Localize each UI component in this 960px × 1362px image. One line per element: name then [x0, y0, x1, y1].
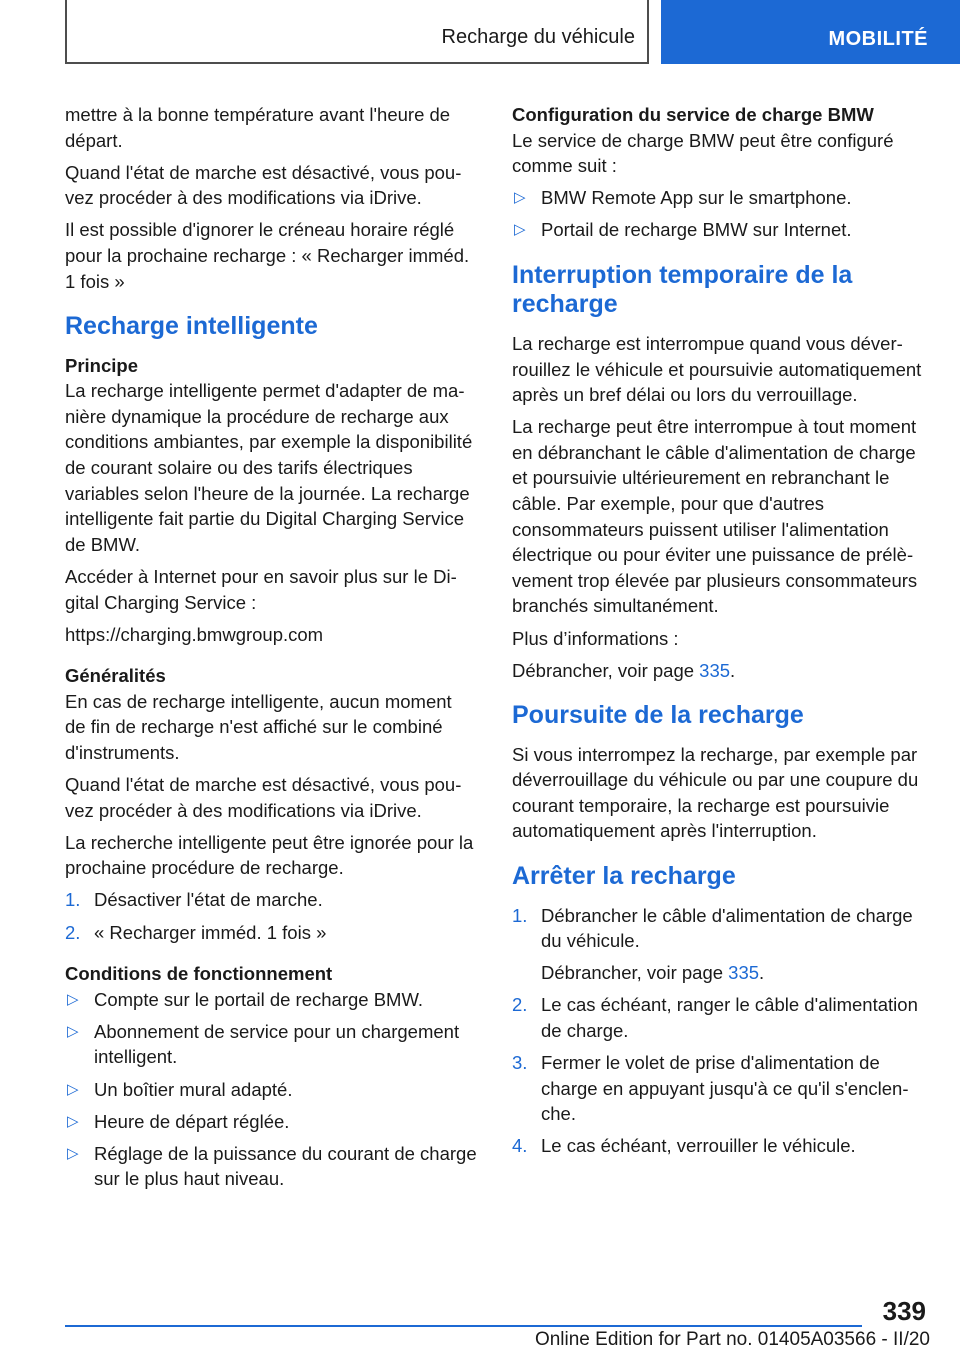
list-item [65, 987, 477, 1013]
step-text: Débrancher le câble d'alimentation de charge du véhicule. [541, 904, 913, 952]
punctuation: . [759, 962, 765, 984]
triangle-bullet-icon: ▷ [514, 221, 526, 239]
paragraph: Plus d’informations : [512, 627, 679, 649]
paragraph: Il est possible d'ignorer le créneau horaire réglé pour la prochaine recharge : « Recharger imméd. 1 fois » [65, 219, 470, 292]
step-number: 1. [65, 889, 81, 911]
numbered-list [512, 992, 928, 1159]
paragraph: mettre à la bonne température avant l'heure de départ. [65, 104, 451, 151]
triangle-bullet-icon: ▷ [67, 1144, 79, 1162]
paragraph: La recharge est interrompue quand vous déverrouillez le véhicule et poursuivie automatiquement après un bref délai ou lors du verrouillage. [512, 332, 922, 406]
numbered-list [512, 903, 928, 954]
paragraph: La recharge intelligente permet d'adapter de manière dynamique la procédure de recharge aux conditions ambiantes, par exemple la disponibilité de courant solaire ou des tarifs électriques variables selon l'heure de la journée. La recharge intelligente fait partie du Digital Charging Service de BMW. [65, 380, 473, 555]
page-link[interactable]: 335 [728, 962, 760, 984]
cross-reference-text: Débrancher, voir page [512, 659, 700, 681]
right-column [512, 102, 928, 1165]
paragraph: Quand l'état de marche est désactivé, vous pouvez procéder à des modifications via iDrive. [65, 774, 462, 821]
step-text: « Recharger imméd. 1 fois » [94, 921, 327, 943]
step-number: 2. [512, 994, 528, 1016]
header-rule-mid [647, 0, 649, 64]
triangle-bullet-icon: ▷ [67, 990, 79, 1008]
list-item [65, 1109, 477, 1135]
list-item-text: Abonnement de service pour un chargement intelligent. [94, 1020, 460, 1068]
page-number: 339 [882, 1296, 926, 1326]
edition-text: Online Edition for Part no. 01405A03566 - II/20 [534, 1329, 930, 1350]
list-item-text: Un boîtier mural adapté. [94, 1078, 293, 1100]
list-item-text: Heure de départ réglée. [94, 1110, 290, 1132]
section-title: Recharge du véhicule [441, 26, 635, 48]
bullet-list [65, 987, 477, 1192]
left-column [65, 102, 477, 1198]
heading-interruption: Interruption temporaire de la recharge [512, 260, 853, 319]
step-number: 2. [65, 921, 81, 943]
page-link[interactable]: 335 [699, 659, 731, 681]
subheading-principe: Principe [65, 354, 138, 376]
paragraph: Quand l'état de marche est désactivé, vous pouvez procéder à des modifications via iDrive. [65, 161, 462, 209]
paragraph: La recherche intelligente peut être ignorée pour la prochaine procédure de recharge. [65, 831, 474, 879]
footer-rule [65, 1325, 862, 1327]
numbered-list [65, 887, 477, 945]
subheading-generalites: Généralités [65, 665, 166, 687]
subheading-conditions: Conditions de fonctionnement [65, 963, 333, 985]
list-item [512, 1050, 928, 1127]
step-number: 1. [512, 904, 528, 926]
list-item [65, 887, 477, 913]
paragraph: En cas de recharge intelligente, aucun moment de fin de recharge n'est affiché sur le combiné d'instruments. [65, 690, 452, 763]
step-text: Fermer le volet de prise d'alimentation de charge en appuyant jusqu'à ce qu'il s'enclenche. [541, 1052, 909, 1125]
list-item-text: Compte sur le portail de recharge BMW. [94, 988, 424, 1010]
paragraph: La recharge peut être interrompue à tout moment en débranchant le câble d'alimentation de charge et poursuivie ultérieurement en rebranchant le câble. Par exemple, pour que d'autres consommateurs puissent utiliser l'alimentation électrique ou pour éviter une puissance de prélèvement trop élevée par plusieurs consommateurs branchés simultanément. [512, 416, 918, 617]
triangle-bullet-icon: ▷ [67, 1080, 79, 1098]
punctuation: . [730, 659, 736, 681]
footer-edition [310, 1329, 930, 1351]
chapter-tab[interactable] [661, 0, 960, 64]
list-item-text: Réglage de la puissance du courant de charge sur le plus haut niveau. [94, 1142, 477, 1190]
list-item-text: Portail de recharge BMW sur Internet. [541, 219, 852, 241]
chapter-tab-label: MOBILITÉ [828, 28, 928, 50]
header-rule-bottom [65, 62, 649, 64]
paragraph: Accéder à Internet pour en savoir plus sur le Digital Charging Service : [65, 565, 457, 613]
list-item [65, 1019, 477, 1070]
paragraph: Si vous interrompez la recharge, par exemple par déverrouillage du véhicule ou par une coupure du courant temporaire, la recharge est poursuivie automatiquement après l'interruption. [512, 743, 919, 842]
list-item [512, 992, 928, 1043]
cross-reference-text: Débrancher, voir page [541, 962, 729, 984]
step-text: Désactiver l'état de marche. [94, 889, 323, 911]
step-text: Le cas échéant, verrouiller le véhicule. [541, 1135, 856, 1157]
url-text: https://charging.bmwgroup.com [65, 623, 324, 645]
step-text: Le cas échéant, ranger le câble d'alimentation de charge. [541, 994, 918, 1041]
cross-reference [512, 658, 928, 684]
triangle-bullet-icon: ▷ [67, 1112, 79, 1130]
list-item [65, 1141, 477, 1192]
list-item [512, 1133, 928, 1159]
triangle-bullet-icon: ▷ [67, 1022, 79, 1040]
heading-stop: Arrêter la recharge [512, 862, 736, 891]
subheading-config: Configuration du service de charge BMW [512, 104, 874, 125]
paragraph: Le service de charge BMW peut être configuré comme suit : [512, 129, 894, 177]
heading-smart-charging: Recharge intelligente [65, 312, 318, 341]
list-item [512, 903, 928, 954]
cross-reference [512, 960, 928, 986]
list-item [65, 920, 477, 946]
list-item [512, 185, 928, 211]
list-item-text: BMW Remote App sur le smartphone. [541, 187, 852, 209]
list-item [512, 217, 928, 243]
heading-continue: Poursuite de la recharge [512, 701, 804, 730]
bullet-list [512, 185, 928, 243]
step-number: 3. [512, 1052, 528, 1074]
list-item [65, 1077, 477, 1103]
step-number: 4. [512, 1135, 528, 1157]
triangle-bullet-icon: ▷ [514, 189, 526, 207]
